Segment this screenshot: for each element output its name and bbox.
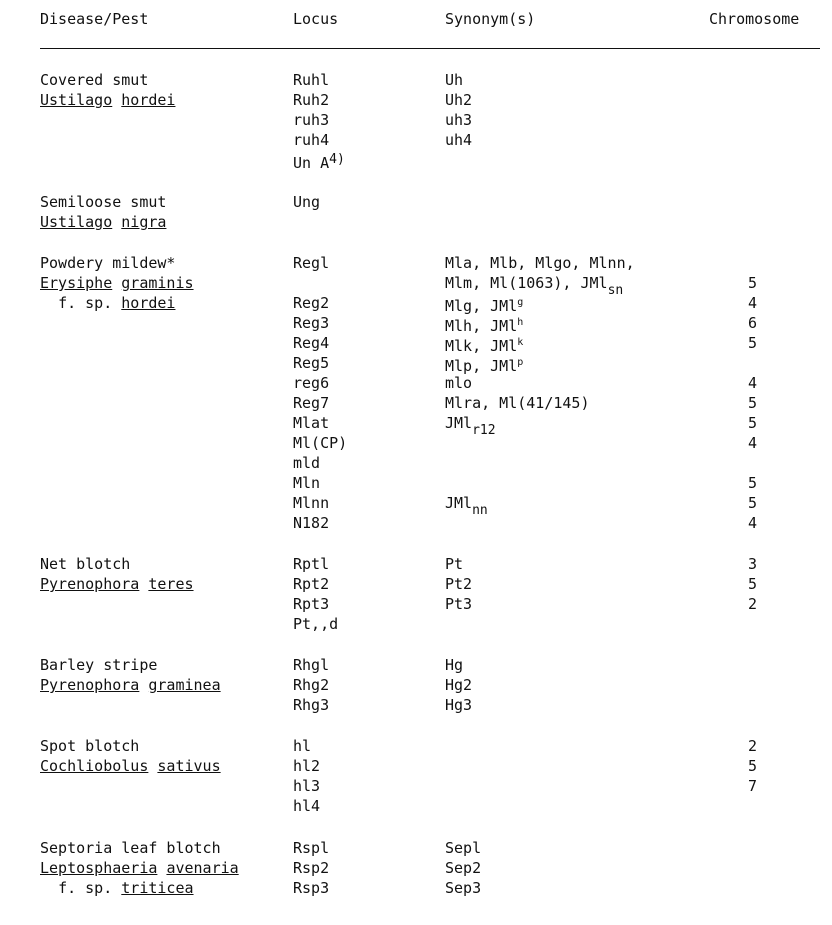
disease-group: [0, 736, 832, 816]
locus-cell: ruh3: [293, 111, 330, 129]
table-row: [0, 554, 832, 574]
locus-cell: Rsp3: [293, 879, 330, 897]
synonym-cell: JMlr12: [445, 414, 496, 438]
synonym-cell: Pt2: [445, 575, 473, 593]
locus-cell: Reg2: [293, 294, 330, 312]
locus-cell: Reg3: [293, 314, 330, 332]
disease-cell: Barley stripe: [40, 656, 158, 674]
chromosome-cell: 5: [747, 757, 758, 775]
table-row: [0, 333, 832, 353]
disease-group: [0, 838, 832, 898]
locus-cell: hl2: [293, 757, 321, 775]
synonym-cell: Uh: [445, 71, 464, 89]
chromosome-cell: 5: [747, 494, 758, 512]
disease-cell: Ustilago nigra: [40, 213, 167, 231]
locus-cell: hl: [293, 737, 312, 755]
table-row: [0, 273, 832, 298]
chromosome-cell: 5: [747, 274, 758, 292]
chromosome-cell: 5: [747, 334, 758, 352]
locus-cell: N182: [293, 514, 330, 532]
table-row: [0, 212, 832, 232]
table-row: [0, 655, 832, 675]
table-row: [0, 130, 832, 150]
header-synonyms: Synonym(s): [445, 10, 536, 28]
table-row: [0, 373, 832, 393]
table-row: [0, 858, 832, 878]
locus-cell: Mlat: [293, 414, 330, 432]
table-row: [0, 736, 832, 756]
chromosome-cell: 5: [747, 474, 758, 492]
header-disease: Disease/Pest: [40, 10, 149, 28]
synonym-cell: Mlra, Ml(41/145): [445, 394, 590, 412]
locus-cell: Rhg2: [293, 676, 330, 694]
synonym-cell: Pt3: [445, 595, 473, 613]
locus-cell: Mln: [293, 474, 321, 492]
locus-cell: reg6: [293, 374, 330, 392]
disease-cell: Leptosphaeria avenaria: [40, 859, 239, 877]
table-row: [0, 433, 832, 453]
table-row: [0, 150, 832, 170]
locus-cell: hl3: [293, 777, 321, 795]
locus-cell: Mlnn: [293, 494, 330, 512]
synonym-cell: Sep3: [445, 879, 482, 897]
chromosome-cell: 5: [747, 414, 758, 432]
header-chromosome: Chromosome: [709, 10, 800, 28]
synonym-cell: Hg3: [445, 696, 473, 714]
synonym-cell: Mlg, JMl$^g$: [445, 297, 524, 315]
locus-cell: Ung: [293, 193, 321, 211]
disease-cell: Ustilago hordei: [40, 91, 176, 109]
table-row: [0, 493, 832, 518]
locus-cell: Rspl: [293, 839, 330, 857]
table-row: [0, 796, 832, 816]
synonym-cell: JMlnn: [445, 494, 488, 518]
table-row: [0, 393, 832, 413]
table-row: [0, 776, 832, 796]
table-row: [0, 695, 832, 715]
locus-cell: Ml(CP): [293, 434, 348, 452]
table-row: [0, 675, 832, 695]
table-row: [0, 614, 832, 634]
disease-cell: f. sp. triticea: [58, 879, 194, 897]
locus-cell: Rptl: [293, 555, 330, 573]
chromosome-cell: 2: [747, 737, 758, 755]
disease-cell: Semiloose smut: [40, 193, 167, 211]
chromosome-cell: 4: [747, 374, 758, 392]
chromosome-cell: 4: [747, 294, 758, 312]
chromosome-cell: 6: [747, 314, 758, 332]
disease-cell: Net blotch: [40, 555, 131, 573]
header-rule: [40, 48, 820, 49]
synonym-cell: uh3: [445, 111, 473, 129]
disease-cell: Powdery mildew*: [40, 254, 176, 272]
synonym-cell: Mlk, JMl$^k$: [445, 337, 524, 355]
synonym-cell: Mlp, JMl$^p$: [445, 357, 524, 375]
synonym-cell: Sepl: [445, 839, 482, 857]
table-row: [0, 192, 832, 212]
synonym-cell: Hg: [445, 656, 464, 674]
table-row: [0, 838, 832, 858]
table-row: [0, 453, 832, 473]
table-row: [0, 574, 832, 594]
disease-group: [0, 554, 832, 634]
locus-cell: mld: [293, 454, 321, 472]
disease-group: [0, 655, 832, 715]
table-row: [0, 253, 832, 273]
locus-cell: Rhg3: [293, 696, 330, 714]
disease-cell: Septoria leaf blotch: [40, 839, 221, 857]
synonym-cell: Sep2: [445, 859, 482, 877]
header-locus: Locus: [293, 10, 339, 28]
chromosome-cell: 4: [747, 434, 758, 452]
locus-cell: hl4: [293, 797, 321, 815]
synonym-cell: Mla, Mlb, Mlgo, Mlnn,: [445, 254, 635, 272]
table-row: [0, 513, 832, 533]
locus-cell: Reg7: [293, 394, 330, 412]
locus-cell: Rsp2: [293, 859, 330, 877]
table-row: [0, 473, 832, 493]
chromosome-cell: 4: [747, 514, 758, 532]
synonym-cell: Mlh, JMl$^h$: [445, 317, 524, 335]
table-row: [0, 90, 832, 110]
disease-cell: Covered smut: [40, 71, 149, 89]
table-row: [0, 756, 832, 776]
synonym-cell: mlo: [445, 374, 473, 392]
chromosome-cell: 7: [747, 777, 758, 795]
table-row: [0, 313, 832, 333]
table-row: [0, 70, 832, 90]
synonym-cell: Hg2: [445, 676, 473, 694]
locus-cell: Reg5: [293, 354, 330, 372]
locus-cell: ruh4: [293, 131, 330, 149]
disease-group: [0, 253, 832, 533]
disease-group: [0, 192, 832, 232]
disease-cell: Erysiphe graminis: [40, 274, 194, 292]
disease-cell: f. sp. hordei: [58, 294, 176, 312]
disease-cell: Pyrenophora graminea: [40, 676, 221, 694]
locus-cell: Un A4): [293, 152, 345, 172]
disease-group: [0, 70, 832, 170]
table-row: [0, 878, 832, 898]
chromosome-cell: 2: [747, 595, 758, 613]
disease-cell: Pyrenophora teres: [40, 575, 194, 593]
synonym-cell: Mlm, Ml(1063), JMlsn: [445, 274, 624, 298]
table-row: [0, 353, 832, 373]
locus-cell: Ruhl: [293, 71, 330, 89]
disease-cell: Spot blotch: [40, 737, 140, 755]
locus-cell: Regl: [293, 254, 330, 272]
disease-cell: Cochliobolus sativus: [40, 757, 221, 775]
table-row: [0, 413, 832, 438]
synonym-cell: Pt: [445, 555, 464, 573]
chromosome-cell: 3: [747, 555, 758, 573]
locus-cell: Ruh2: [293, 91, 330, 109]
synonym-cell: Uh2: [445, 91, 473, 109]
table-row: [0, 293, 832, 313]
locus-cell: Rpt2: [293, 575, 330, 593]
locus-cell: Reg4: [293, 334, 330, 352]
table-row: [0, 110, 832, 130]
synonym-cell: uh4: [445, 131, 473, 149]
chromosome-cell: 5: [747, 394, 758, 412]
locus-cell: Rhgl: [293, 656, 330, 674]
locus-cell: Rpt3: [293, 595, 330, 613]
locus-cell: Pt,,d: [293, 615, 339, 633]
chromosome-cell: 5: [747, 575, 758, 593]
table-row: [0, 594, 832, 614]
